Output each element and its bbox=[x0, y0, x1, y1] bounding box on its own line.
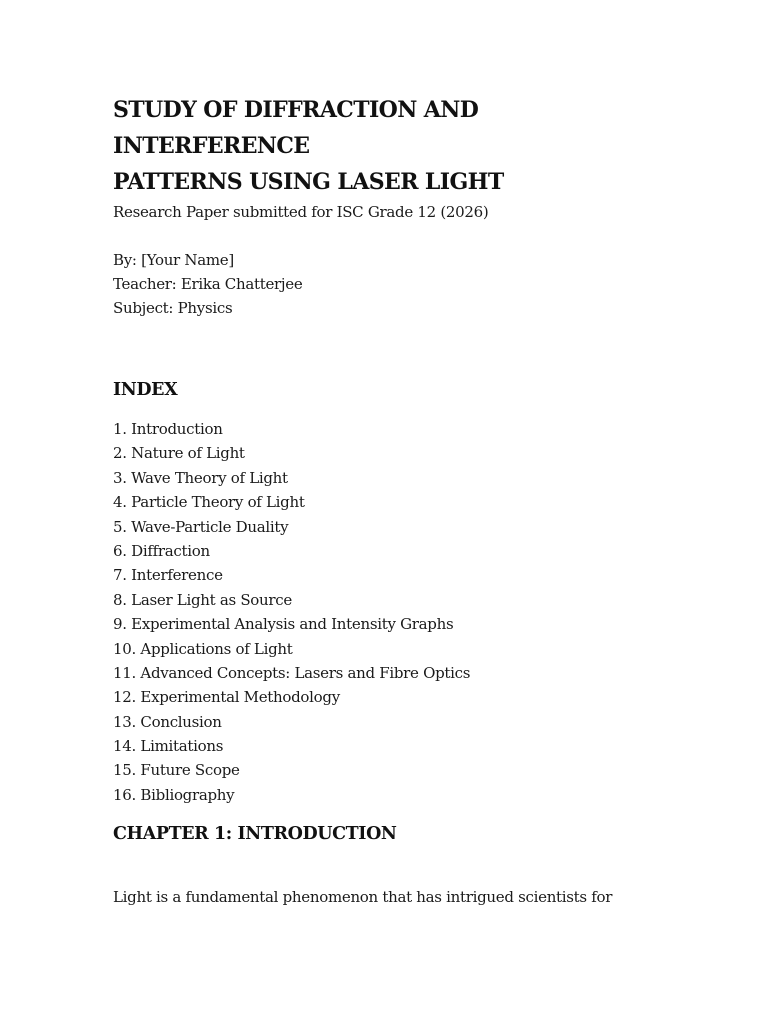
index-item: 6. Diffraction bbox=[113, 541, 210, 560]
author-line: By: [Your Name] bbox=[113, 251, 234, 269]
index-item: 16. Bibliography bbox=[113, 785, 235, 804]
index-item: 2. Nature of Light bbox=[113, 444, 245, 463]
index-item: 14. Limitations bbox=[113, 737, 224, 756]
index-heading: INDEX bbox=[113, 380, 178, 400]
index-item: 3. Wave Theory of Light bbox=[113, 468, 288, 487]
index-item: 15. Future Scope bbox=[113, 761, 240, 780]
index-item: 11. Advanced Concepts: Lasers and Fibre Optics bbox=[113, 663, 471, 682]
body-paragraph-line: Light is a fundamental phenomenon that has intrigued scientists for bbox=[113, 888, 613, 906]
index-item: 8. Laser Light as Source bbox=[113, 590, 292, 609]
teacher-line: Teacher: Erika Chatterjee bbox=[113, 275, 303, 293]
subject-line: Subject: Physics bbox=[113, 299, 233, 317]
index-item: 1. Introduction bbox=[113, 420, 223, 438]
submission-line: Research Paper submitted for ISC Grade 12 (2026) bbox=[113, 203, 489, 221]
title-line-2: PATTERNS USING LASER LIGHT bbox=[113, 169, 504, 195]
index-item: 10. Applications of Light bbox=[113, 639, 293, 658]
index-item: 12. Experimental Methodology bbox=[113, 688, 340, 707]
chapter-heading: CHAPTER 1: INTRODUCTION bbox=[113, 824, 397, 844]
index-item: 5. Wave-Particle Duality bbox=[113, 517, 289, 536]
paper-title bbox=[113, 92, 673, 200]
title-line-1: STUDY OF DIFFRACTION AND INTERFERENCE bbox=[113, 97, 479, 159]
index-item: 13. Conclusion bbox=[113, 712, 222, 731]
index-item: 7. Interference bbox=[113, 566, 223, 585]
index-item: 4. Particle Theory of Light bbox=[113, 493, 305, 512]
index-list bbox=[113, 419, 470, 809]
index-item: 9. Experimental Analysis and Intensity Graphs bbox=[113, 615, 454, 634]
